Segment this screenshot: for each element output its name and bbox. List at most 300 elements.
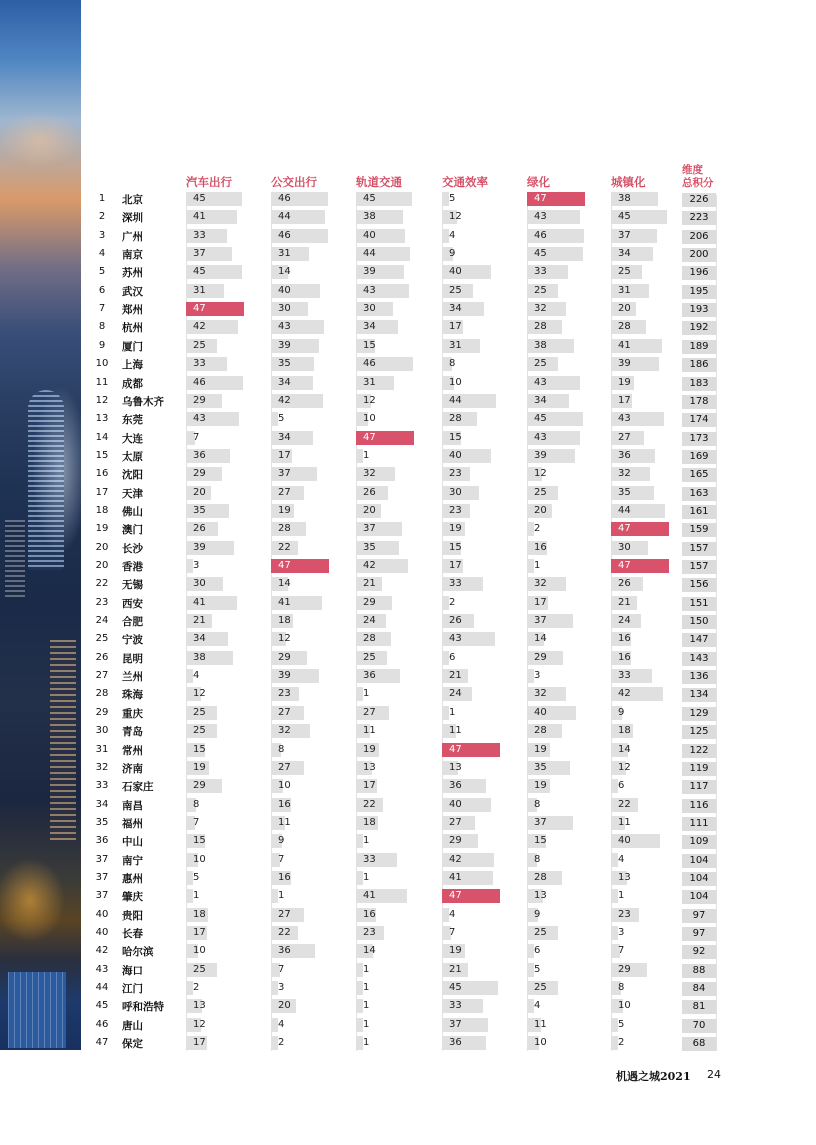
score-bar: 15 bbox=[186, 834, 205, 848]
city-name: 武汉 bbox=[122, 285, 143, 298]
score-bar: 38 bbox=[527, 339, 574, 353]
score-bar: 43 bbox=[186, 412, 239, 426]
city-name: 南京 bbox=[122, 249, 143, 262]
total-score: 88 bbox=[682, 964, 716, 978]
score-bar: 6 bbox=[611, 779, 618, 793]
score-bar: 19 bbox=[611, 376, 634, 390]
score-bar: 1 bbox=[527, 559, 534, 573]
rank-cell: 13 bbox=[95, 413, 109, 425]
total-score: 109 bbox=[682, 835, 716, 849]
score-bar: 39 bbox=[271, 339, 319, 353]
score-bar: 13 bbox=[611, 871, 627, 885]
rank-cell: 22 bbox=[95, 578, 109, 590]
score-bar: 15 bbox=[442, 431, 461, 445]
score-bar: 3 bbox=[271, 981, 278, 995]
score-bar: 20 bbox=[611, 302, 636, 316]
rank-cell: 10 bbox=[95, 358, 109, 370]
score-bar: 29 bbox=[611, 963, 647, 977]
total-score: 157 bbox=[682, 560, 716, 574]
score-bar: 37 bbox=[611, 229, 657, 243]
score-bar: 34 bbox=[271, 376, 313, 390]
score-bar: 40 bbox=[442, 798, 491, 812]
rank-cell: 29 bbox=[95, 706, 109, 718]
total-score: 150 bbox=[682, 615, 716, 629]
score-bar: 37 bbox=[442, 1018, 488, 1032]
score-bar: 17 bbox=[356, 779, 377, 793]
score-bar: 18 bbox=[186, 908, 208, 922]
city-name: 大连 bbox=[122, 432, 143, 445]
total-score: 186 bbox=[682, 358, 716, 372]
score-bar: 47 bbox=[527, 192, 585, 206]
score-bar: 31 bbox=[611, 284, 649, 298]
score-bar: 25 bbox=[527, 284, 558, 298]
score-bar: 46 bbox=[271, 192, 328, 206]
column-header-rail-transit: 轨道交通 bbox=[356, 175, 402, 189]
rank-cell: 26 bbox=[95, 651, 109, 663]
score-bar: 42 bbox=[186, 320, 238, 334]
score-bar: 10 bbox=[186, 853, 198, 867]
score-bar: 45 bbox=[186, 192, 242, 206]
score-bar: 43 bbox=[442, 632, 495, 646]
score-bar: 10 bbox=[186, 944, 198, 958]
score-bar: 1 bbox=[356, 871, 363, 885]
score-bar: 27 bbox=[271, 908, 304, 922]
score-bar: 39 bbox=[527, 449, 575, 463]
city-name: 南昌 bbox=[122, 799, 143, 812]
score-bar: 33 bbox=[527, 265, 568, 279]
score-bar: 17 bbox=[186, 1036, 207, 1050]
score-bar: 35 bbox=[356, 541, 399, 555]
score-bar: 37 bbox=[356, 522, 402, 536]
city-name: 北京 bbox=[122, 194, 143, 206]
score-bar: 5 bbox=[442, 192, 449, 206]
column-header-traffic-efficiency: 交通效率 bbox=[442, 175, 488, 189]
score-bar: 28 bbox=[527, 724, 562, 738]
score-bar: 21 bbox=[442, 963, 468, 977]
rank-cell: 25 bbox=[95, 633, 109, 645]
score-bar: 6 bbox=[527, 944, 534, 958]
score-bar: 25 bbox=[527, 926, 558, 940]
total-score: 116 bbox=[682, 799, 716, 813]
score-bar: 45 bbox=[442, 981, 498, 995]
score-bar: 19 bbox=[356, 743, 379, 757]
score-bar: 40 bbox=[271, 284, 320, 298]
total-score: 165 bbox=[682, 468, 716, 482]
score-bar: 39 bbox=[186, 541, 234, 555]
total-score: 104 bbox=[682, 890, 716, 904]
score-bar: 47 bbox=[186, 302, 244, 316]
total-score: 151 bbox=[682, 597, 716, 611]
score-bar: 36 bbox=[442, 1036, 486, 1050]
score-bar: 43 bbox=[611, 412, 664, 426]
score-bar: 7 bbox=[271, 853, 280, 867]
rank-cell: 40 bbox=[95, 908, 109, 920]
city-name: 宁波 bbox=[122, 634, 143, 647]
score-bar: 29 bbox=[527, 651, 563, 665]
score-bar: 29 bbox=[186, 779, 222, 793]
total-score: 196 bbox=[682, 266, 716, 280]
score-bar: 36 bbox=[356, 669, 400, 683]
total-score: 200 bbox=[682, 248, 716, 262]
rank-cell: 8 bbox=[98, 321, 106, 333]
score-bar: 47 bbox=[271, 559, 329, 573]
column-header-bus-travel: 公交出行 bbox=[271, 175, 317, 189]
total-score: 111 bbox=[682, 817, 716, 831]
city-name: 石家庄 bbox=[122, 781, 154, 794]
score-bar: 16 bbox=[611, 632, 631, 646]
score-bar: 7 bbox=[271, 963, 280, 977]
score-bar: 33 bbox=[356, 853, 397, 867]
score-bar: 2 bbox=[527, 522, 534, 536]
grid-line bbox=[716, 195, 717, 1051]
total-score: 173 bbox=[682, 432, 716, 446]
score-bar: 34 bbox=[271, 431, 313, 445]
city-name: 澳门 bbox=[122, 524, 143, 537]
total-score: 119 bbox=[682, 762, 716, 776]
city-name: 苏州 bbox=[122, 267, 143, 280]
score-bar: 5 bbox=[186, 871, 193, 885]
column-header-total-line2: 总积分 bbox=[682, 177, 714, 189]
score-bar: 26 bbox=[442, 614, 474, 628]
total-score: 117 bbox=[682, 780, 716, 794]
total-score: 97 bbox=[682, 927, 716, 941]
score-bar: 23 bbox=[271, 687, 299, 701]
score-bar: 7 bbox=[611, 944, 620, 958]
total-score: 122 bbox=[682, 744, 716, 758]
score-bar: 27 bbox=[271, 486, 304, 500]
score-bar: 43 bbox=[527, 431, 580, 445]
city-name: 长沙 bbox=[122, 542, 143, 555]
score-bar: 17 bbox=[611, 394, 632, 408]
score-bar: 46 bbox=[356, 357, 413, 371]
score-bar: 1 bbox=[356, 963, 363, 977]
score-bar: 16 bbox=[611, 651, 631, 665]
score-bar: 37 bbox=[186, 247, 232, 261]
score-bar: 1 bbox=[356, 999, 363, 1013]
rank-cell: 37 bbox=[95, 871, 109, 883]
score-bar: 9 bbox=[442, 247, 453, 261]
score-bar: 25 bbox=[527, 486, 558, 500]
score-bar: 32 bbox=[356, 467, 395, 481]
score-bar: 28 bbox=[527, 320, 562, 334]
score-bar: 43 bbox=[527, 210, 580, 224]
column-header-urbanization: 城镇化 bbox=[611, 175, 646, 189]
score-bar: 34 bbox=[527, 394, 569, 408]
score-bar: 24 bbox=[356, 614, 386, 628]
rank-cell: 23 bbox=[95, 596, 109, 608]
score-bar: 17 bbox=[186, 926, 207, 940]
score-bar: 2 bbox=[611, 1036, 618, 1050]
city-name: 福州 bbox=[122, 817, 143, 830]
score-bar: 25 bbox=[611, 265, 642, 279]
score-bar: 35 bbox=[611, 486, 654, 500]
score-bar: 30 bbox=[271, 302, 308, 316]
score-bar: 16 bbox=[527, 541, 547, 555]
score-bar: 36 bbox=[442, 779, 486, 793]
score-bar: 33 bbox=[442, 577, 483, 591]
score-bar: 14 bbox=[611, 743, 628, 757]
rank-cell: 34 bbox=[95, 798, 109, 810]
score-bar: 17 bbox=[442, 320, 463, 334]
score-bar: 4 bbox=[442, 229, 449, 243]
skyscraper-shape bbox=[5, 520, 25, 600]
score-bar: 37 bbox=[527, 816, 573, 830]
total-score: 129 bbox=[682, 707, 716, 721]
score-bar: 24 bbox=[442, 687, 472, 701]
rank-cell: 32 bbox=[95, 761, 109, 773]
total-score: 159 bbox=[682, 523, 716, 537]
rank-cell: 36 bbox=[95, 835, 109, 847]
score-bar: 19 bbox=[442, 944, 465, 958]
score-bar: 38 bbox=[186, 651, 233, 665]
total-score: 104 bbox=[682, 872, 716, 886]
score-bar: 25 bbox=[442, 284, 473, 298]
score-bar: 20 bbox=[356, 504, 381, 518]
score-bar: 35 bbox=[186, 504, 229, 518]
score-bar: 14 bbox=[527, 632, 544, 646]
score-bar: 12 bbox=[271, 632, 286, 646]
rank-cell: 16 bbox=[95, 468, 109, 480]
total-score: 136 bbox=[682, 670, 716, 684]
total-score: 97 bbox=[682, 909, 716, 923]
score-bar: 46 bbox=[527, 229, 584, 243]
score-bar: 11 bbox=[442, 724, 456, 738]
total-score: 134 bbox=[682, 688, 716, 702]
city-name: 乌鲁木齐 bbox=[122, 395, 164, 408]
rank-cell: 5 bbox=[98, 266, 106, 278]
score-bar: 8 bbox=[527, 798, 537, 812]
total-score: 193 bbox=[682, 303, 716, 317]
score-bar: 9 bbox=[611, 706, 622, 720]
score-bar: 1 bbox=[442, 706, 449, 720]
score-bar: 41 bbox=[611, 339, 662, 353]
score-bar: 45 bbox=[186, 265, 242, 279]
score-bar: 45 bbox=[527, 412, 583, 426]
score-bar: 18 bbox=[271, 614, 293, 628]
score-bar: 4 bbox=[271, 1018, 278, 1032]
score-bar: 11 bbox=[271, 816, 285, 830]
total-score: 125 bbox=[682, 725, 716, 739]
city-name: 中山 bbox=[122, 836, 143, 849]
score-bar: 23 bbox=[356, 926, 384, 940]
score-bar: 47 bbox=[442, 889, 500, 903]
score-bar: 4 bbox=[442, 908, 449, 922]
rank-cell: 28 bbox=[95, 688, 109, 700]
city-name: 沈阳 bbox=[122, 469, 143, 482]
total-score: 189 bbox=[682, 340, 716, 354]
score-bar: 24 bbox=[611, 614, 641, 628]
score-bar: 1 bbox=[186, 889, 193, 903]
score-bar: 15 bbox=[442, 541, 461, 555]
score-bar: 35 bbox=[527, 761, 570, 775]
total-score: 84 bbox=[682, 982, 716, 996]
score-bar: 17 bbox=[442, 559, 463, 573]
rank-cell: 6 bbox=[98, 284, 106, 296]
score-bar: 21 bbox=[356, 577, 382, 591]
score-bar: 19 bbox=[527, 779, 550, 793]
score-bar: 38 bbox=[611, 192, 658, 206]
total-score: 178 bbox=[682, 395, 716, 409]
total-score: 143 bbox=[682, 652, 716, 666]
score-bar: 26 bbox=[356, 486, 388, 500]
score-bar: 29 bbox=[271, 651, 307, 665]
city-name: 成都 bbox=[122, 377, 143, 390]
score-bar: 37 bbox=[271, 467, 317, 481]
score-bar: 25 bbox=[356, 651, 387, 665]
score-bar: 10 bbox=[611, 999, 623, 1013]
score-bar: 30 bbox=[186, 577, 223, 591]
score-bar: 10 bbox=[442, 376, 454, 390]
score-bar: 32 bbox=[271, 724, 310, 738]
city-name: 呼和浩特 bbox=[122, 1001, 164, 1014]
rank-cell: 33 bbox=[95, 780, 109, 792]
city-name: 惠州 bbox=[122, 872, 143, 885]
score-bar: 13 bbox=[527, 889, 543, 903]
rank-cell: 47 bbox=[95, 1037, 109, 1049]
score-bar: 3 bbox=[186, 559, 193, 573]
rank-cell: 3 bbox=[98, 229, 106, 241]
city-name: 南宁 bbox=[122, 854, 143, 867]
score-bar: 41 bbox=[186, 596, 237, 610]
rank-cell: 42 bbox=[95, 945, 109, 957]
score-bar: 47 bbox=[611, 559, 669, 573]
skyscraper-shape bbox=[28, 390, 64, 570]
total-score: 183 bbox=[682, 377, 716, 391]
score-bar: 43 bbox=[271, 320, 324, 334]
rank-cell: 12 bbox=[95, 394, 109, 406]
score-bar: 11 bbox=[527, 1018, 541, 1032]
score-bar: 29 bbox=[356, 596, 392, 610]
score-bar: 1 bbox=[356, 687, 363, 701]
rank-cell: 2 bbox=[98, 211, 106, 223]
score-bar: 38 bbox=[356, 210, 403, 224]
city-name: 保定 bbox=[122, 1038, 143, 1051]
score-bar: 20 bbox=[186, 486, 211, 500]
score-bar: 19 bbox=[527, 743, 550, 757]
score-bar: 12 bbox=[442, 210, 457, 224]
score-bar: 1 bbox=[356, 1018, 363, 1032]
score-bar: 32 bbox=[527, 302, 566, 316]
total-score: 68 bbox=[682, 1037, 716, 1051]
city-skyline-photo bbox=[0, 0, 81, 1050]
score-bar: 42 bbox=[271, 394, 323, 408]
score-bar: 1 bbox=[356, 834, 363, 848]
city-name: 珠海 bbox=[122, 689, 143, 702]
score-bar: 33 bbox=[442, 999, 483, 1013]
score-bar: 7 bbox=[186, 816, 195, 830]
score-bar: 18 bbox=[356, 816, 378, 830]
score-bar: 6 bbox=[442, 651, 449, 665]
score-bar: 28 bbox=[271, 522, 306, 536]
score-bar: 7 bbox=[186, 431, 195, 445]
rank-cell: 45 bbox=[95, 1000, 109, 1012]
city-name: 青岛 bbox=[122, 726, 143, 739]
score-bar: 14 bbox=[271, 265, 288, 279]
score-bar: 40 bbox=[611, 834, 660, 848]
score-bar: 22 bbox=[611, 798, 638, 812]
score-bar: 12 bbox=[527, 467, 542, 481]
score-bar: 40 bbox=[442, 449, 491, 463]
score-bar: 22 bbox=[271, 926, 298, 940]
score-bar: 14 bbox=[356, 944, 373, 958]
rank-cell: 9 bbox=[98, 339, 106, 351]
score-bar: 13 bbox=[356, 761, 372, 775]
score-bar: 9 bbox=[271, 834, 282, 848]
total-score: 70 bbox=[682, 1019, 716, 1033]
footer-title: 机遇之城2021 bbox=[616, 1070, 691, 1083]
score-bar: 45 bbox=[356, 192, 412, 206]
rank-cell: 14 bbox=[95, 431, 109, 443]
score-bar: 1 bbox=[271, 889, 278, 903]
total-score: 104 bbox=[682, 854, 716, 868]
city-name: 合肥 bbox=[122, 616, 143, 629]
page-number: 24 bbox=[707, 1068, 721, 1081]
score-bar: 33 bbox=[186, 357, 227, 371]
score-bar: 39 bbox=[611, 357, 659, 371]
column-header-greening: 绿化 bbox=[527, 175, 550, 189]
score-bar: 25 bbox=[186, 963, 217, 977]
rank-cell: 17 bbox=[95, 486, 109, 498]
score-bar: 25 bbox=[186, 339, 217, 353]
total-score: 174 bbox=[682, 413, 716, 427]
rank-cell: 4 bbox=[98, 248, 106, 260]
city-name: 香港 bbox=[122, 561, 143, 573]
score-bar: 42 bbox=[611, 687, 663, 701]
score-bar: 22 bbox=[271, 541, 298, 555]
building-shape bbox=[8, 972, 66, 1048]
rank-cell: 37 bbox=[95, 853, 109, 865]
city-name: 西安 bbox=[122, 597, 143, 610]
city-name: 佛山 bbox=[122, 505, 143, 518]
city-name: 广州 bbox=[122, 230, 143, 243]
score-bar: 36 bbox=[271, 944, 315, 958]
score-bar: 31 bbox=[442, 339, 480, 353]
score-bar: 4 bbox=[527, 999, 534, 1013]
score-bar: 3 bbox=[527, 669, 534, 683]
score-bar: 8 bbox=[442, 357, 452, 371]
total-score: 206 bbox=[682, 230, 716, 244]
score-bar: 29 bbox=[442, 834, 478, 848]
total-score: 223 bbox=[682, 211, 716, 225]
city-name: 肇庆 bbox=[122, 891, 143, 904]
city-name: 天津 bbox=[122, 487, 143, 500]
city-name: 哈尔滨 bbox=[122, 946, 154, 959]
score-bar: 27 bbox=[271, 706, 304, 720]
score-bar: 26 bbox=[186, 522, 218, 536]
score-bar: 4 bbox=[611, 853, 618, 867]
score-bar: 45 bbox=[527, 247, 583, 261]
score-bar: 42 bbox=[356, 559, 408, 573]
score-bar: 22 bbox=[356, 798, 383, 812]
column-header-total-line1: 维度 bbox=[682, 164, 703, 176]
score-bar: 37 bbox=[527, 614, 573, 628]
score-bar: 31 bbox=[186, 284, 224, 298]
score-bar: 44 bbox=[611, 504, 665, 518]
rank-cell: 20 bbox=[95, 560, 109, 571]
rank-cell: 31 bbox=[95, 743, 109, 755]
score-bar: 12 bbox=[611, 761, 626, 775]
score-bar: 34 bbox=[611, 247, 653, 261]
total-score: 81 bbox=[682, 1000, 716, 1014]
score-bar: 13 bbox=[186, 999, 202, 1013]
score-bar: 19 bbox=[442, 522, 465, 536]
city-name: 济南 bbox=[122, 762, 143, 775]
score-bar: 41 bbox=[442, 871, 493, 885]
city-name: 昆明 bbox=[122, 652, 143, 665]
score-bar: 14 bbox=[271, 577, 288, 591]
score-bar: 31 bbox=[271, 247, 309, 261]
total-score: 226 bbox=[682, 193, 716, 207]
